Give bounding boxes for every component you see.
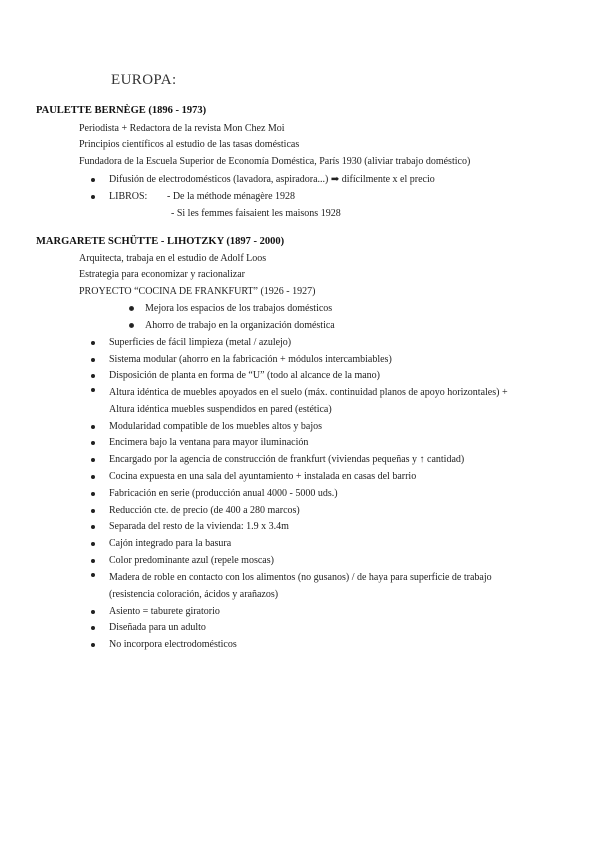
text-line: Fundadora de la Escuela Superior de Economía Doméstica, París 1930 (aliviar trabajo doméstico)	[79, 156, 471, 167]
book-title: - Si les femmes faisaient les maisons 1928	[171, 208, 341, 219]
sub-bullet-item: Mejora los espacios de los trabajos domésticos	[145, 303, 333, 314]
bullet-item: Asiento = taburete giratorio	[109, 606, 220, 617]
section-heading-lihotzky: MARGARETE SCHÜTTE - LIHOTZKY (1897 - 2000)	[36, 236, 285, 247]
section-heading-bernege: PAULETTE BERNÈGE (1896 - 1973)	[36, 105, 207, 116]
bullet-item: Difusión de electrodomésticos (lavadora, aspiradora...) ➡ difícilmente x el precio	[109, 174, 435, 185]
bullet-item: Fabricación en serie (producción anual 4000 - 5000 uds.)	[109, 488, 338, 499]
bullet-item: Superficies de fácil limpieza (metal / azulejo)	[109, 337, 292, 348]
bullet-item: Altura idéntica de muebles apoyados en el suelo (máx. continuidad planos de apoyo horizontales) + Altura idéntica muebles suspendidos en pared (estética)	[109, 384, 519, 418]
bullet-item: Encargado por la agencia de construcción de frankfurt (viviendas pequeñas y ↑ cantidad)	[109, 454, 465, 465]
bullet-item: Modularidad compatible de los muebles altos y bajos	[109, 421, 323, 432]
bullet-item: No incorpora electrodomésticos	[109, 639, 237, 650]
bullet-libros-label: LIBROS:	[109, 191, 148, 202]
bullet-item: Color predominante azul (repele moscas)	[109, 555, 274, 566]
bullet-item: Encimera bajo la ventana para mayor iluminación	[109, 437, 309, 448]
text-line: Principios científicos al estudio de las tasas domésticas	[79, 139, 300, 150]
bullet-item: Sistema modular (ahorro en la fabricación + módulos intercambiables)	[109, 354, 392, 365]
book-title: - De la méthode ménagère 1928	[167, 191, 296, 202]
bullet-item: Disposición de planta en forma de “U” (todo al alcance de la mano)	[109, 370, 381, 381]
bullet-item: Cocina expuesta en una sala del ayuntamiento + instalada en casas del barrio	[109, 471, 417, 482]
text-line: PROYECTO “COCINA DE FRANKFURT” (1926 - 1927)	[79, 286, 316, 297]
bullet-item: Madera de roble en contacto con los alimentos (no gusanos) / de haya para superficie de trabajo (resistencia coloración, ácidos y arañazos)	[109, 569, 519, 603]
bullet-item: Separada del resto de la vivienda: 1.9 x 3.4m	[109, 521, 289, 532]
sub-bullet-item: Ahorro de trabajo en la organización doméstica	[145, 320, 335, 331]
bullet-item: Reducción cte. de precio (de 400 a 280 marcos)	[109, 505, 300, 516]
page-title: EUROPA:	[111, 72, 177, 88]
text-line: Estrategia para economizar y racionalizar	[79, 269, 246, 280]
text-line: Periodista + Redactora de la revista Mon Chez Moi	[79, 123, 285, 134]
bullet-item: Diseñada para un adulto	[109, 622, 206, 633]
bullet-item: Cajón integrado para la basura	[109, 538, 232, 549]
text-line: Arquitecta, trabaja en el estudio de Adolf Loos	[79, 253, 267, 264]
